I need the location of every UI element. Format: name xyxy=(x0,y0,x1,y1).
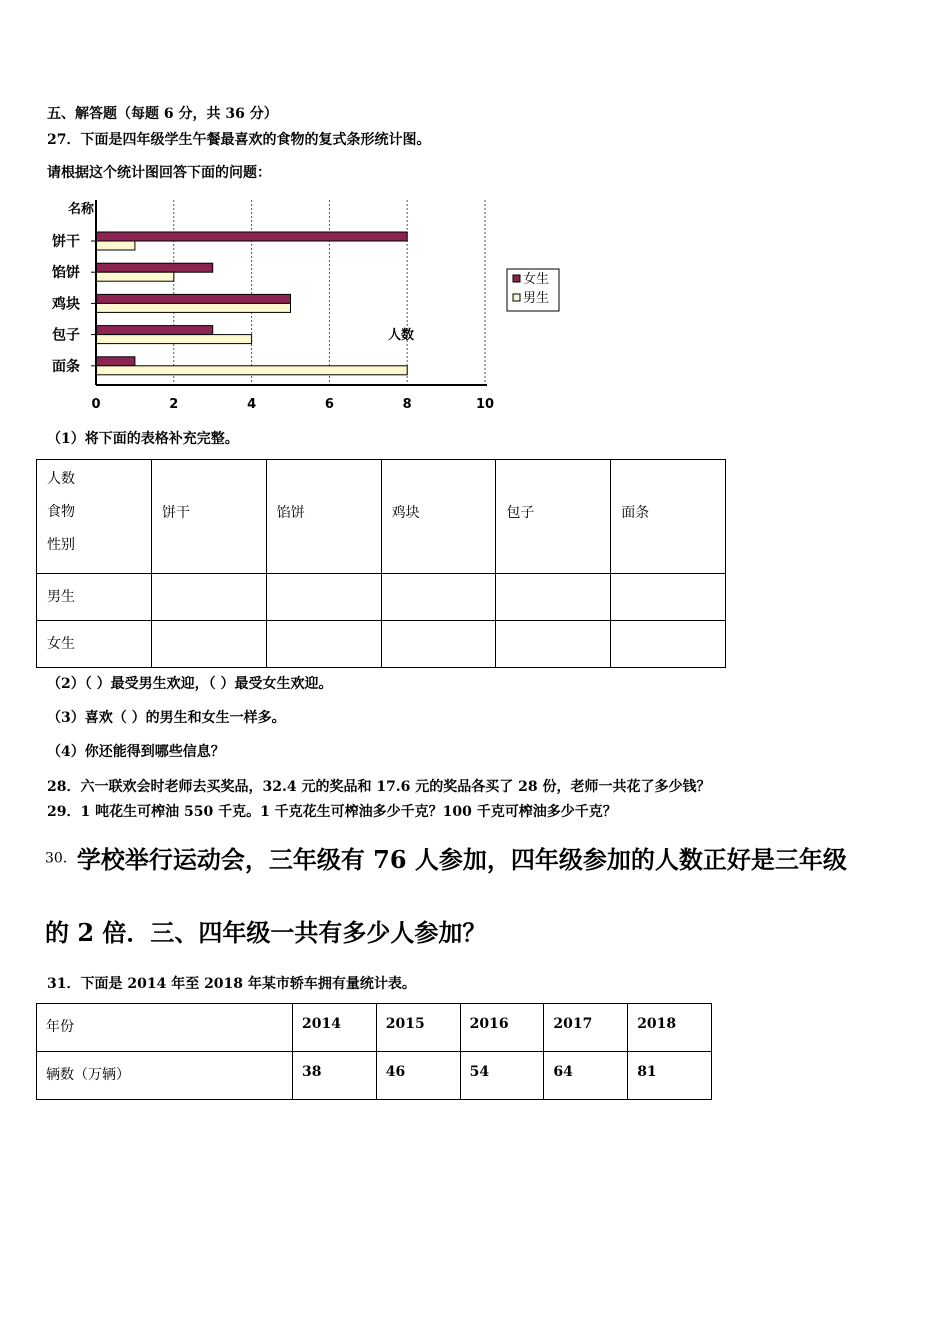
answer-cell[interactable] xyxy=(381,574,496,621)
count-cell: 54 xyxy=(460,1052,544,1100)
header-food-cell: 鸡块 xyxy=(381,460,496,574)
table-row xyxy=(37,621,726,668)
bar-boys xyxy=(96,272,174,281)
row-label-year: 年份 xyxy=(37,1004,293,1052)
bar-girls xyxy=(96,326,213,335)
table-row xyxy=(37,574,726,621)
x-axis-label: 人数 xyxy=(388,328,415,343)
x-tick-label: 0 xyxy=(91,397,101,412)
count-cell: 81 xyxy=(628,1052,712,1100)
category-label: 鸡块 xyxy=(52,296,80,313)
count-cell: 64 xyxy=(544,1052,628,1100)
bar-chart xyxy=(40,192,580,417)
row-label-count: 辆数（万辆） xyxy=(37,1052,293,1100)
x-tick-label: 6 xyxy=(324,397,334,412)
header-label-food: 食物 xyxy=(47,504,75,520)
bar-girls xyxy=(96,357,135,366)
chart-axes xyxy=(96,200,487,385)
header-food-cell: 馅饼 xyxy=(266,460,381,574)
section-title: 五、解答题（每题 6 分，共 36 分） xyxy=(47,106,278,122)
q29: 29．1 吨花生可榨油 550 千克。1 千克花生可榨油多少千克？100 千克可榨油多少千克？ xyxy=(47,804,617,820)
header-label-count: 人数 xyxy=(47,471,75,487)
legend-label: 男生 xyxy=(523,291,550,306)
q30-line2: 的 2 倍．三、四年级一共有多少人参加？ xyxy=(45,918,487,947)
bar-girls xyxy=(96,263,213,272)
year-cell: 2018 xyxy=(628,1004,712,1052)
bar-girls xyxy=(96,294,291,303)
category-label: 包子 xyxy=(52,327,80,344)
chart-grid xyxy=(174,200,485,385)
answer-cell[interactable] xyxy=(611,621,726,668)
count-cell: 38 xyxy=(293,1052,377,1100)
x-tick-label: 8 xyxy=(402,397,412,412)
answer-cell[interactable] xyxy=(611,574,726,621)
category-label: 馅饼 xyxy=(52,265,80,282)
q27-sub2: （2）（ ）最受男生欢迎，（ ）最受女生欢迎。 xyxy=(47,676,333,692)
answer-cell[interactable] xyxy=(266,621,381,668)
bar-boys xyxy=(96,303,291,312)
header-label-gender: 性别 xyxy=(47,537,75,553)
bar-girls xyxy=(96,232,407,241)
bar-boys xyxy=(96,366,407,375)
food-table xyxy=(36,459,726,668)
x-tick-label: 10 xyxy=(475,397,495,412)
q27-instruction: 请根据这个统计图回答下面的问题： xyxy=(47,165,271,181)
q30-text-line1: 学校举行运动会，三年级有 76 人参加，四年级参加的人数正好是三年级 xyxy=(76,845,847,874)
x-tick-label: 2 xyxy=(169,397,179,412)
q27-sub1: （1）将下面的表格补充完整。 xyxy=(47,431,239,447)
category-label: 饼干 xyxy=(52,234,80,250)
header-food-cell: 面条 xyxy=(611,460,726,574)
count-cell: 46 xyxy=(376,1052,460,1100)
bar-boys xyxy=(96,241,135,250)
table-row xyxy=(37,1004,712,1052)
header-food-cell: 饼干 xyxy=(152,460,267,574)
q27-sub4: （4）你还能得到哪些信息？ xyxy=(47,744,225,760)
year-cell: 2015 xyxy=(376,1004,460,1052)
q31-title: 31．下面是 2014 年至 2018 年某市轿车拥有量统计表。 xyxy=(47,976,416,992)
answer-cell[interactable] xyxy=(152,621,267,668)
q27-title: 27．下面是四年级学生午餐最喜欢的食物的复式条形统计图。 xyxy=(47,132,431,148)
q30-number: 30． xyxy=(45,850,77,867)
row-label-girls: 女生 xyxy=(37,621,152,668)
q28: 28．六一联欢会时老师去买奖品，32.4 元的奖品和 17.6 元的奖品各买了 28 份，老师一共花了多少钱？ xyxy=(47,779,711,795)
table-row xyxy=(37,1052,712,1100)
answer-cell[interactable] xyxy=(496,621,611,668)
legend-swatch xyxy=(513,294,520,301)
chart-legend xyxy=(507,269,559,311)
y-axis-label: 名称 xyxy=(68,202,95,217)
x-tick-label: 4 xyxy=(247,397,257,412)
q30-line1 xyxy=(45,840,847,875)
answer-cell[interactable] xyxy=(496,574,611,621)
food-table-header-row xyxy=(37,460,726,574)
legend-swatch xyxy=(513,275,520,282)
legend-label: 女生 xyxy=(523,272,550,287)
header-corner-cell xyxy=(37,460,152,574)
q27-sub3: （3）喜欢（ ）的男生和女生一样多。 xyxy=(47,710,286,726)
answer-cell[interactable] xyxy=(266,574,381,621)
car-table xyxy=(36,1003,712,1100)
answer-cell[interactable] xyxy=(381,621,496,668)
bar-boys xyxy=(96,335,252,344)
category-label: 面条 xyxy=(52,358,80,375)
year-cell: 2014 xyxy=(293,1004,377,1052)
answer-cell[interactable] xyxy=(152,574,267,621)
header-food-cell: 包子 xyxy=(496,460,611,574)
year-cell: 2017 xyxy=(544,1004,628,1052)
row-label-boys: 男生 xyxy=(37,574,152,621)
year-cell: 2016 xyxy=(460,1004,544,1052)
